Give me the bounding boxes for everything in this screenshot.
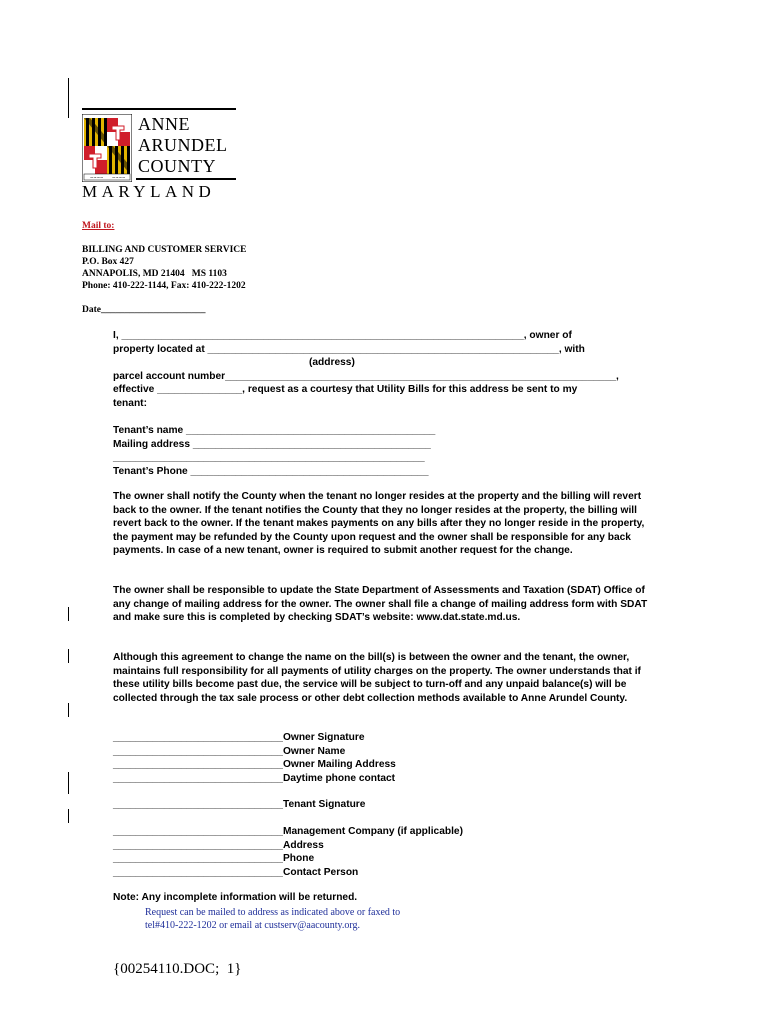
change-bar xyxy=(68,772,69,794)
owner-name-label: Owner Name xyxy=(282,745,346,757)
management-company-label: Management Company (if applicable) xyxy=(282,826,463,837)
signature-blank: ______________________________ xyxy=(113,745,283,757)
contact-person-label: Contact Person xyxy=(282,866,359,878)
signature-row xyxy=(113,852,463,866)
logo-name-line: ARUNDEL xyxy=(138,135,228,155)
signature-blank: ______________________________ xyxy=(113,732,283,743)
request-line: tel#410-222-1202 or email at custserv@aacounty.org. xyxy=(145,920,360,931)
owner-mailing-label: Owner Mailing Address xyxy=(282,759,396,771)
daytime-phone-label: Daytime phone contact xyxy=(282,772,396,784)
parcel-account-line: parcel account number_____________________________________________________________________, xyxy=(113,370,619,382)
logo-state: MARYLAND xyxy=(82,182,216,201)
date-line: Date______________________ xyxy=(82,305,206,315)
logo-name-line: ANNE xyxy=(138,114,190,134)
document-code: {00254110.DOC; 1} xyxy=(113,961,242,977)
tenant-label: tenant: xyxy=(113,397,147,409)
county-logo xyxy=(80,108,240,204)
tenant-phone-line: Tenant’s Phone __________________________________________ xyxy=(113,465,429,477)
svg-text:~~~~: ~~~~ xyxy=(90,175,104,180)
maryland-flag-icon xyxy=(82,114,132,182)
change-bar xyxy=(68,703,69,717)
request-line: Request can be mailed to address as indicated above or faxed to xyxy=(145,907,401,918)
signature-row xyxy=(113,745,396,759)
signature-blank: ______________________________ xyxy=(113,839,283,851)
signature-row xyxy=(113,839,463,853)
signature-row xyxy=(113,798,365,812)
mail-line: BILLING AND CUSTOMER SERVICE xyxy=(82,245,247,255)
paragraph-notify: The owner shall notify the County when the tenant no longer resides at the property and the billing will revert back to the owner. If the tenant notifies the County that they no longer resides at the property, the billing will revert back to the owner. If the tenant makes payments on any bills after they no longer reside in the property, the payment may be refunded by the County upon request and the owner shall be responsible for any back payments. In case of a new tenant, owner is required to submit another request for the change. xyxy=(113,491,645,557)
signature-blank: ______________________________ xyxy=(113,772,283,784)
tenant-name-line: Tenant’s name ____________________________________________ xyxy=(113,425,436,436)
mgmt-address-label: Address xyxy=(282,839,324,851)
change-bar xyxy=(68,78,69,118)
logo-name-line: COUNTY xyxy=(138,156,216,176)
mail-line: ANNAPOLIS, MD 21404 MS 1103 xyxy=(82,269,227,279)
svg-text:~~~~: ~~~~ xyxy=(112,175,126,180)
mail-to-label: Mail to: xyxy=(82,221,115,231)
mail-line: P.O. Box 427 xyxy=(82,257,134,267)
signature-row xyxy=(113,772,396,786)
signature-blank: ______________________________ xyxy=(113,799,283,810)
change-bar xyxy=(68,649,69,663)
paragraph-responsibility: Although this agreement to change the name on the bill(s) is between the owner and the tenant, the owner, maintains full responsibility for all payments of utility charges on the property. The owner understands that if these utility bills become past due, the service will be subject to turn-off and any unpaid balance(s) will be collected through the tax sale process or other debt collection methods available to Anne Arundel County. xyxy=(113,652,641,704)
signature-row xyxy=(113,731,396,745)
signature-blank: ______________________________ xyxy=(113,759,283,771)
owner-name-line: I, _______________________________________________________________________, owner of xyxy=(113,330,572,341)
mgmt-phone-label: Phone xyxy=(282,853,315,865)
change-bar xyxy=(68,809,69,823)
signature-blank: ______________________________ xyxy=(113,853,283,865)
incomplete-note: Note: Any incomplete information will be returned. xyxy=(113,892,358,903)
signature-row xyxy=(113,866,463,880)
tenant-mailing-line: Mailing address __________________________________________ xyxy=(113,438,431,450)
signature-row xyxy=(113,758,396,772)
address-caption: (address) xyxy=(309,357,355,369)
tenant-signature-label: Tenant Signature xyxy=(282,799,366,810)
signature-row xyxy=(113,825,463,839)
signature-blank: ______________________________ xyxy=(113,866,283,878)
effective-line: effective _______________, request as a courtesy that Utility Bills for this address be sent to my xyxy=(113,384,578,396)
property-line: property located at ______________________________________________________________, with xyxy=(113,343,585,355)
tenant-mailing-blank: _______________________________________________________ xyxy=(113,452,425,464)
signature-blank: ______________________________ xyxy=(113,826,283,837)
owner-signature-label: Owner Signature xyxy=(282,732,365,743)
paragraph-sdat: The owner shall be responsible to update the State Department of Assessments and Taxation (SDAT) Office of any change of mailing address for the owner. The owner shall file a change of mailing address form with SDAT and make sure this is completed by checking SDAT’s website: www.dat.state.md.us. xyxy=(113,585,648,624)
change-bar xyxy=(68,607,69,621)
mail-line: Phone: 410-222-1144, Fax: 410-222-1202 xyxy=(82,281,246,291)
